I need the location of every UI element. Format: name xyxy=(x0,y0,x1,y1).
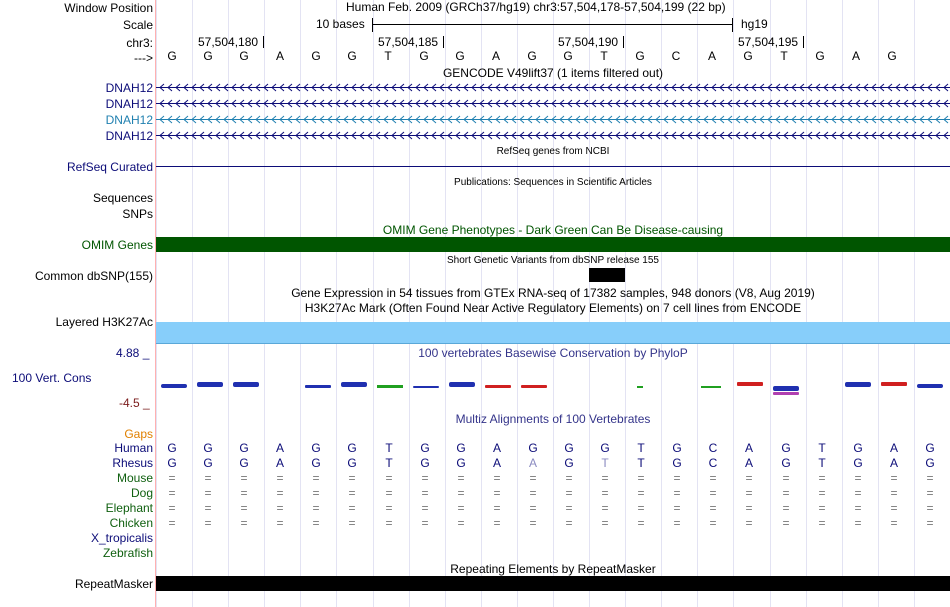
alignment-base: = xyxy=(348,516,356,530)
multiz-species-label[interactable]: Mouse xyxy=(116,471,153,485)
scale-db: hg19 xyxy=(741,17,768,31)
reference-base: G xyxy=(887,49,897,63)
alignment-base: = xyxy=(637,501,645,515)
alignment-base: = xyxy=(854,501,862,515)
gencode-track-title: GENCODE V49lift37 (1 items filtered out) xyxy=(442,66,664,80)
alignment-base: A xyxy=(744,441,753,455)
alignment-base: = xyxy=(457,471,465,485)
omim-feature-bar[interactable] xyxy=(156,237,950,252)
alignment-base: T xyxy=(385,456,393,470)
alignment-base: = xyxy=(745,516,753,530)
scale-text: 10 bases xyxy=(316,17,365,31)
alignment-base: = xyxy=(385,486,393,500)
reference-base: C xyxy=(671,49,681,63)
alignment-base: G xyxy=(456,456,466,470)
alignment-base: = xyxy=(457,516,465,530)
alignment-base: G xyxy=(781,441,791,455)
position-tick-mark-2 xyxy=(443,36,444,48)
h3k27ac-track-label[interactable]: Layered H3K27Ac xyxy=(55,315,153,329)
alignment-base: = xyxy=(168,516,176,530)
gene-label-dnah12-3[interactable]: DNAH12 xyxy=(105,113,153,127)
alignment-base: G xyxy=(239,456,249,470)
alignment-base: = xyxy=(601,486,609,500)
alignment-base: = xyxy=(745,471,753,485)
alignment-base: G xyxy=(528,441,538,455)
alignment-base: = xyxy=(782,486,790,500)
alignment-base: = xyxy=(312,486,320,500)
alignment-base: = xyxy=(529,471,537,485)
scale-bar-left-tick xyxy=(372,18,373,32)
alignment-base: A xyxy=(492,441,501,455)
alignment-base: G xyxy=(420,456,430,470)
reference-base: G xyxy=(311,49,321,63)
alignment-base: = xyxy=(204,471,212,485)
alignment-base: = xyxy=(782,501,790,515)
alignment-base: G xyxy=(347,441,357,455)
multiz-species-row xyxy=(156,486,950,501)
alignment-base: = xyxy=(457,501,465,515)
alignment-base: = xyxy=(709,516,717,530)
multiz-species-label[interactable]: Zebrafish xyxy=(102,546,153,560)
multiz-species-row xyxy=(156,501,950,516)
alignment-base: G xyxy=(564,456,574,470)
multiz-species-row xyxy=(156,531,950,546)
reference-base: G xyxy=(743,49,753,63)
alignment-base: = xyxy=(312,516,320,530)
gtex-track-title: Gene Expression in 54 tissues from GTEx RNA-seq of 17382 samples, 948 donors (V8, Aug 2019) xyxy=(291,286,815,300)
alignment-base: = xyxy=(926,516,934,530)
multiz-species-row xyxy=(156,516,950,531)
conservation-track-label[interactable]: 100 Vert. Cons xyxy=(12,371,92,385)
alignment-base: = xyxy=(168,471,176,485)
multiz-gaps-label[interactable]: Gaps xyxy=(124,427,153,441)
alignment-base: = xyxy=(385,501,393,515)
alignment-base: T xyxy=(818,441,826,455)
alignment-base: = xyxy=(240,471,248,485)
reference-base: G xyxy=(239,49,249,63)
alignment-base: = xyxy=(493,486,501,500)
refseq-track-label[interactable]: RefSeq Curated xyxy=(66,160,153,174)
strand-label: ---> xyxy=(134,51,153,65)
alignment-base: = xyxy=(673,486,681,500)
alignment-base: A xyxy=(528,456,537,470)
multiz-species-label[interactable]: Dog xyxy=(130,486,153,500)
gene-feature-dnah12-2[interactable] xyxy=(156,98,950,109)
alignment-base: = xyxy=(890,516,898,530)
alignment-base: = xyxy=(818,516,826,530)
alignment-base: = xyxy=(926,486,934,500)
multiz-species-row xyxy=(156,441,950,456)
alignment-base: G xyxy=(203,441,213,455)
alignment-base: G xyxy=(853,441,863,455)
alignment-base: G xyxy=(781,456,791,470)
reference-base: G xyxy=(815,49,825,63)
publications-sequences-label[interactable]: Sequences xyxy=(92,191,153,205)
multiz-species-label[interactable]: Chicken xyxy=(109,516,153,530)
alignment-base: = xyxy=(385,471,393,485)
multiz-species-label[interactable]: Rhesus xyxy=(112,456,153,470)
alignment-base: = xyxy=(385,516,393,530)
alignment-base: = xyxy=(493,501,501,515)
multiz-track-title: Multiz Alignments of 100 Vertebrates xyxy=(455,412,651,426)
alignment-base: = xyxy=(276,486,284,500)
alignment-base: G xyxy=(420,441,430,455)
repeatmasker-feature-bar[interactable] xyxy=(156,576,950,591)
alignment-base: = xyxy=(601,501,609,515)
alignment-base: C xyxy=(708,456,718,470)
alignment-base: T xyxy=(637,456,645,470)
reference-base: G xyxy=(635,49,645,63)
scale-bar xyxy=(372,24,732,25)
alignment-base: = xyxy=(782,471,790,485)
alignment-base: T xyxy=(818,456,826,470)
alignment-base: = xyxy=(168,501,176,515)
alignment-base: T xyxy=(385,441,393,455)
gene-label-dnah12-1[interactable]: DNAH12 xyxy=(105,81,153,95)
alignment-base: G xyxy=(311,441,321,455)
alignment-base: G xyxy=(925,456,935,470)
scale-label: Scale xyxy=(122,18,153,32)
alignment-base: = xyxy=(673,516,681,530)
alignment-base: = xyxy=(312,471,320,485)
gene-label-dnah12-4[interactable]: DNAH12 xyxy=(105,129,153,143)
alignment-base: = xyxy=(565,471,573,485)
alignment-base: A xyxy=(275,441,284,455)
position-tick-1: 57,504,180 xyxy=(198,35,259,49)
alignment-base: G xyxy=(167,441,177,455)
reference-base: T xyxy=(600,49,608,63)
alignment-base: A xyxy=(275,456,284,470)
reference-base: G xyxy=(419,49,429,63)
alignment-base: = xyxy=(276,471,284,485)
alignment-base: A xyxy=(889,441,898,455)
position-tick-2: 57,504,185 xyxy=(378,35,439,49)
reference-base: A xyxy=(491,49,500,63)
alignment-base: = xyxy=(854,516,862,530)
gene-feature-dnah12-4[interactable] xyxy=(156,130,950,141)
alignment-base: = xyxy=(637,471,645,485)
multiz-species-label[interactable]: Human xyxy=(114,441,153,455)
alignment-base: G xyxy=(672,441,682,455)
reference-base: G xyxy=(455,49,465,63)
alignment-base: = xyxy=(890,471,898,485)
alignment-base: G xyxy=(167,456,177,470)
alignment-base: = xyxy=(818,486,826,500)
alignment-base: G xyxy=(672,456,682,470)
alignment-base: = xyxy=(565,516,573,530)
alignment-base: = xyxy=(421,486,429,500)
alignment-base: = xyxy=(168,486,176,500)
alignment-base: G xyxy=(600,441,610,455)
alignment-base: G xyxy=(456,441,466,455)
position-tick-mark-1 xyxy=(263,36,264,48)
alignment-base: = xyxy=(709,501,717,515)
reference-base: A xyxy=(851,49,860,63)
alignment-base: = xyxy=(818,471,826,485)
alignment-base: = xyxy=(745,486,753,500)
repeatmasker-track-title: Repeating Elements by RepeatMasker xyxy=(450,562,656,576)
conservation-track-title: 100 vertebrates Basewise Conservation by PhyloP xyxy=(418,346,688,360)
alignment-base: = xyxy=(818,501,826,515)
alignment-base: = xyxy=(529,501,537,515)
alignment-base: = xyxy=(421,471,429,485)
alignment-base: = xyxy=(673,471,681,485)
reference-base: G xyxy=(563,49,573,63)
multiz-species-row xyxy=(156,546,950,561)
alignment-base: = xyxy=(926,471,934,485)
alignment-base: = xyxy=(240,486,248,500)
alignment-base: = xyxy=(457,486,465,500)
reference-base: G xyxy=(203,49,213,63)
alignment-base: = xyxy=(601,471,609,485)
position-tick-mark-3 xyxy=(623,36,624,48)
h3k27ac-signal-bar[interactable] xyxy=(156,322,950,344)
repeatmasker-track-label[interactable]: RepeatMasker xyxy=(74,577,153,591)
alignment-base: = xyxy=(890,501,898,515)
window-position-label: Window Position xyxy=(64,1,153,15)
publications-track-title: Publications: Sequences in Scientific Articles xyxy=(454,177,652,188)
multiz-species-row xyxy=(156,471,950,486)
dbsnp-variant-block[interactable] xyxy=(589,268,625,282)
window-position-value: Human Feb. 2009 (GRCh37/hg19) chr3:57,504,178-57,504,199 (22 bp) xyxy=(346,0,726,14)
alignment-base: G xyxy=(311,456,321,470)
reference-base: G xyxy=(527,49,537,63)
alignment-base: = xyxy=(204,486,212,500)
alignment-base: = xyxy=(421,516,429,530)
alignment-base: A xyxy=(744,456,753,470)
gene-feature-dnah12-1[interactable] xyxy=(156,82,950,93)
position-tick-4: 57,504,195 xyxy=(738,35,799,49)
omim-track-label[interactable]: OMIM Genes xyxy=(81,238,153,252)
multiz-species-row xyxy=(156,456,950,471)
reference-base: T xyxy=(384,49,392,63)
publications-snps-label[interactable]: SNPs xyxy=(122,207,153,221)
position-tick-3: 57,504,190 xyxy=(558,35,619,49)
alignment-base: = xyxy=(890,486,898,500)
omim-track-title: OMIM Gene Phenotypes - Dark Green Can Be Disease-causing xyxy=(382,223,724,237)
position-tick-mark-4 xyxy=(803,36,804,48)
reference-base: T xyxy=(780,49,788,63)
reference-sequence xyxy=(156,49,950,64)
alignment-base: = xyxy=(493,516,501,530)
reference-base: A xyxy=(707,49,716,63)
alignment-base: A xyxy=(889,456,898,470)
alignment-base: = xyxy=(348,471,356,485)
conservation-min-label: -4.5 _ xyxy=(119,396,150,410)
alignment-base: = xyxy=(709,486,717,500)
alignment-base: = xyxy=(529,516,537,530)
alignment-base: = xyxy=(529,486,537,500)
alignment-base: G xyxy=(564,441,574,455)
alignment-base: = xyxy=(276,516,284,530)
scale-bar-right-tick xyxy=(732,18,733,32)
alignment-base: = xyxy=(745,501,753,515)
reference-base: G xyxy=(347,49,357,63)
alignment-base: = xyxy=(709,471,717,485)
alignment-base: = xyxy=(854,471,862,485)
alignment-base: G xyxy=(347,456,357,470)
refseq-feature-line[interactable] xyxy=(156,166,950,167)
alignment-base: = xyxy=(493,471,501,485)
reference-base: A xyxy=(275,49,284,63)
gene-feature-dnah12-3[interactable] xyxy=(156,114,950,125)
alignment-base: = xyxy=(854,486,862,500)
multiz-species-label[interactable]: Elephant xyxy=(105,501,153,515)
alignment-base: A xyxy=(492,456,501,470)
alignment-base: = xyxy=(926,501,934,515)
alignment-base: G xyxy=(853,456,863,470)
reference-base: G xyxy=(167,49,177,63)
alignment-base: = xyxy=(240,516,248,530)
alignment-base: G xyxy=(239,441,249,455)
refseq-track-title: RefSeq genes from NCBI xyxy=(496,146,610,157)
multiz-species-label[interactable]: X_tropicalis xyxy=(90,531,153,545)
alignment-base: = xyxy=(637,516,645,530)
alignment-base: = xyxy=(601,516,609,530)
alignment-base: = xyxy=(782,516,790,530)
alignment-base: T xyxy=(637,441,645,455)
alignment-base: G xyxy=(203,456,213,470)
alignment-base: = xyxy=(240,501,248,515)
alignment-base: = xyxy=(565,486,573,500)
alignment-base: = xyxy=(312,501,320,515)
dbsnp-track-title: Short Genetic Variants from dbSNP release 155 xyxy=(447,255,659,266)
alignment-base: T xyxy=(601,456,609,470)
conservation-max-label: 4.88 _ xyxy=(116,346,150,360)
alignment-base: = xyxy=(673,501,681,515)
alignment-base: = xyxy=(565,501,573,515)
conservation-logo-plot[interactable] xyxy=(156,374,950,398)
gene-label-dnah12-2[interactable]: DNAH12 xyxy=(105,97,153,111)
alignment-base: G xyxy=(925,441,935,455)
h3k27ac-track-title: H3K27Ac Mark (Often Found Near Active Regulatory Elements) on 7 cell lines from ENCODE xyxy=(304,301,802,315)
alignment-base: = xyxy=(276,501,284,515)
chr-label: chr3: xyxy=(126,36,153,50)
alignment-base: = xyxy=(637,486,645,500)
alignment-base: = xyxy=(348,501,356,515)
alignment-base: = xyxy=(204,516,212,530)
alignment-base: C xyxy=(708,441,718,455)
dbsnp-track-label[interactable]: Common dbSNP(155) xyxy=(34,269,153,283)
alignment-base: = xyxy=(348,486,356,500)
alignment-base: = xyxy=(204,501,212,515)
alignment-base: = xyxy=(421,501,429,515)
